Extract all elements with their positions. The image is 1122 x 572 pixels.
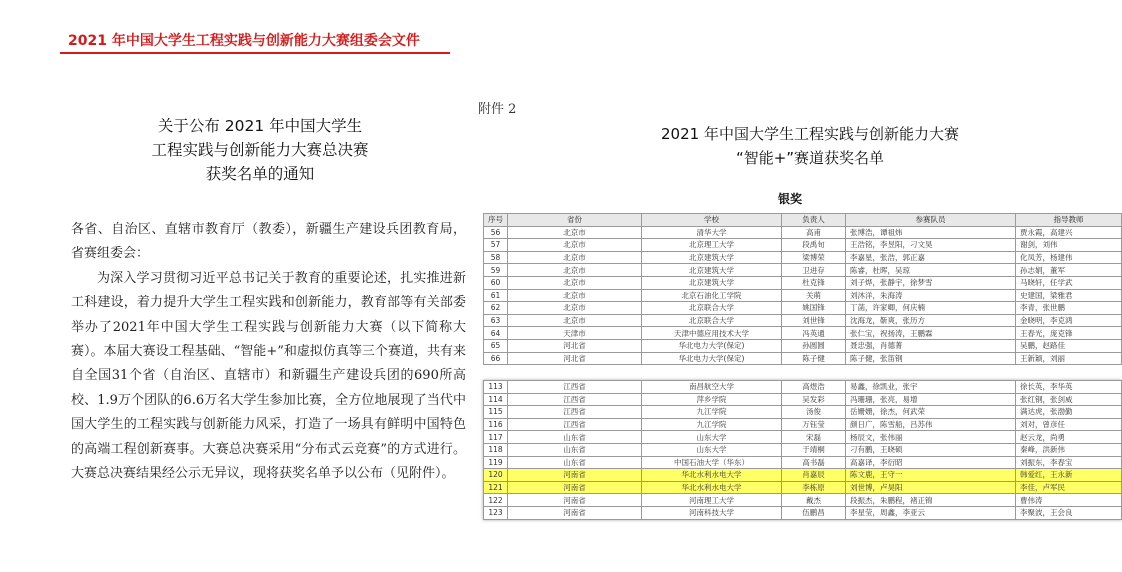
cell-school: 华北电力大学(保定) <box>642 352 782 365</box>
cell-index: 115 <box>484 406 508 419</box>
cell-advisors: 韩爱红，王永新 <box>1016 469 1122 482</box>
cell-province: 江西省 <box>508 418 642 431</box>
table-row <box>484 327 1122 340</box>
table-header-row <box>484 214 1122 227</box>
award-list-title-line-2: “智能+”赛道获奖名单 <box>735 149 885 167</box>
cell-index: 65 <box>484 339 508 352</box>
cell-school: 南昌航空大学 <box>642 381 782 394</box>
cell-leader: 高甫 <box>782 226 846 239</box>
cell-leader: 姚国锋 <box>782 302 846 315</box>
cell-province: 北京市 <box>508 239 642 252</box>
table-row <box>484 469 1122 482</box>
cell-members: 颜日广，陈雪船，吕苏伟 <box>846 418 1016 431</box>
cell-index: 62 <box>484 302 508 315</box>
award-list-title-line-1: 2021 年中国大学生工程实践与创新能力大赛 <box>661 125 959 143</box>
table-row <box>484 226 1122 239</box>
cell-index: 64 <box>484 327 508 340</box>
table-row <box>484 251 1122 264</box>
cell-index: 114 <box>484 393 508 406</box>
cell-advisors: 吴鹏，赵路佳 <box>1016 339 1122 352</box>
notice-body <box>71 218 466 486</box>
table-row <box>484 239 1122 252</box>
table-row <box>484 314 1122 327</box>
cell-province: 河北省 <box>508 352 642 365</box>
column-header-members: 参赛队员 <box>846 214 1016 227</box>
table-row <box>484 264 1122 277</box>
cell-index: 63 <box>484 314 508 327</box>
cell-province: 北京市 <box>508 314 642 327</box>
table-row <box>484 381 1122 394</box>
cell-members: 沈海龙，靳爽，张历方 <box>846 314 1016 327</box>
cell-school: 萍乡学院 <box>642 393 782 406</box>
cell-province: 北京市 <box>508 302 642 315</box>
cell-province: 河南省 <box>508 469 642 482</box>
attachment-label: 附件 2 <box>478 102 517 117</box>
cell-index: 120 <box>484 469 508 482</box>
cell-advisors: 金晓明，李克鸿 <box>1016 314 1122 327</box>
notice-title-line-2: 工程实践与创新能力大赛总决赛 <box>151 141 369 159</box>
cell-province: 北京市 <box>508 226 642 239</box>
cell-province: 北京市 <box>508 276 642 289</box>
cell-members: 易鑫，徐凯业，张宇 <box>846 381 1016 394</box>
cell-advisors: 王新颖，刘丽 <box>1016 352 1122 365</box>
cell-index: 118 <box>484 443 508 456</box>
cell-school: 山东大学 <box>642 431 782 444</box>
cell-province: 山东省 <box>508 456 642 469</box>
award-level-heading: 银奖 <box>777 192 802 206</box>
cell-members: 刁有鹏，王晓硕 <box>846 443 1016 456</box>
cell-leader: 陈子健 <box>782 352 846 365</box>
column-header-leader: 负责人 <box>782 214 846 227</box>
cell-province: 江西省 <box>508 406 642 419</box>
cell-school: 河南理工大学 <box>642 494 782 507</box>
cell-advisors: 刘对，曾彦任 <box>1016 418 1122 431</box>
cell-index: 61 <box>484 289 508 302</box>
table-row <box>484 393 1122 406</box>
cell-members: 丁菡，许家卿，何庆楠 <box>846 302 1016 315</box>
cell-school: 河南科技大学 <box>642 506 782 519</box>
cell-leader: 高书磊 <box>782 456 846 469</box>
cell-advisors: 化凤芳，杨建伟 <box>1016 251 1122 264</box>
cell-advisors: 贾永霞，高建兴 <box>1016 226 1122 239</box>
cell-advisors: 史建国，梁雅君 <box>1016 289 1122 302</box>
cell-leader: 梁博荣 <box>782 251 846 264</box>
table-row <box>484 506 1122 519</box>
cell-index: 123 <box>484 506 508 519</box>
cell-leader: 关萌 <box>782 289 846 302</box>
cell-index: 122 <box>484 494 508 507</box>
cell-school: 北京建筑大学 <box>642 251 782 264</box>
cell-advisors: 徐长英，李华英 <box>1016 381 1122 394</box>
cell-index: 56 <box>484 226 508 239</box>
cell-leader: 杜克锋 <box>782 276 846 289</box>
cell-members: 杨辰文，张伟丽 <box>846 431 1016 444</box>
column-header-school: 学校 <box>642 214 782 227</box>
table-row <box>484 418 1122 431</box>
table-row <box>484 406 1122 419</box>
cell-province: 山东省 <box>508 431 642 444</box>
cell-index: 57 <box>484 239 508 252</box>
cell-members: 张博浩，谭祖炜 <box>846 226 1016 239</box>
table-row <box>484 302 1122 315</box>
cell-school: 华北水利水电大学 <box>642 481 782 494</box>
header-underline <box>60 52 450 54</box>
cell-province: 河南省 <box>508 494 642 507</box>
cell-school: 清华大学 <box>642 226 782 239</box>
cell-school: 中国石油大学（华东） <box>642 456 782 469</box>
cell-leader: 宋磊 <box>782 431 846 444</box>
award-list-title <box>600 122 1020 170</box>
cell-advisors: 李聚波，王会良 <box>1016 506 1122 519</box>
table-row <box>484 481 1122 494</box>
cell-index: 116 <box>484 418 508 431</box>
cell-advisors: 张红钢，张剑威 <box>1016 393 1122 406</box>
cell-advisors: 王春光，庞克锋 <box>1016 327 1122 340</box>
cell-province: 山东省 <box>508 443 642 456</box>
cell-members: 李星莹，周鑫，李亚云 <box>846 506 1016 519</box>
cell-school: 九江学院 <box>642 406 782 419</box>
cell-members: 段振杰，朱鹏程，褚正锦 <box>846 494 1016 507</box>
cell-province: 天津市 <box>508 327 642 340</box>
table-row <box>484 276 1122 289</box>
cell-school: 华北电力大学(保定) <box>642 339 782 352</box>
cell-members: 岳姗姗，徐杰，何武荣 <box>846 406 1016 419</box>
cell-leader: 肖嘉辰 <box>782 469 846 482</box>
cell-members: 陈子健，张笛钢 <box>846 352 1016 365</box>
cell-province: 北京市 <box>508 264 642 277</box>
cell-advisors: 李青，张世鹏 <box>1016 302 1122 315</box>
cell-school: 九江学院 <box>642 418 782 431</box>
cell-members: 冯珊珊，张亮，易增 <box>846 393 1016 406</box>
cell-province: 河北省 <box>508 339 642 352</box>
cell-school: 北京理工大学 <box>642 239 782 252</box>
cell-index: 117 <box>484 431 508 444</box>
cell-index: 113 <box>484 381 508 394</box>
cell-index: 121 <box>484 481 508 494</box>
document-header-title: 2021 年中国大学生工程实践与创新能力大赛组委会文件 <box>68 33 420 49</box>
cell-index: 119 <box>484 456 508 469</box>
cell-school: 华北水利水电大学 <box>642 469 782 482</box>
cell-members: 王浩铭，李昱阳，刁文昊 <box>846 239 1016 252</box>
cell-members: 刘子烨，张静宇，徐梦雪 <box>846 276 1016 289</box>
cell-leader: 于靖桐 <box>782 443 846 456</box>
cell-members: 高嘉译，李衍昭 <box>846 456 1016 469</box>
table-row <box>484 352 1122 365</box>
cell-advisors: 刘振东，李春宝 <box>1016 456 1122 469</box>
notice-title-line-1: 关于公布 2021 年中国大学生 <box>157 117 363 135</box>
cell-leader: 卫进存 <box>782 264 846 277</box>
cell-advisors: 赵云龙，尚勇 <box>1016 431 1122 444</box>
cell-leader: 万钰莹 <box>782 418 846 431</box>
cell-province: 江西省 <box>508 381 642 394</box>
cell-school: 北京联合大学 <box>642 302 782 315</box>
cell-index: 59 <box>484 264 508 277</box>
cell-members: 李嘉星，张浩，郭正嘉 <box>846 251 1016 264</box>
cell-index: 58 <box>484 251 508 264</box>
cell-leader: 戴杰 <box>782 494 846 507</box>
column-header-advisors: 指导教师 <box>1016 214 1122 227</box>
cell-members: 张仁宝，祝扬涛，王鹏霖 <box>846 327 1016 340</box>
cell-school: 北京石油化工学院 <box>642 289 782 302</box>
cell-school: 山东大学 <box>642 443 782 456</box>
table-row <box>484 431 1122 444</box>
notice-paragraph: 为深入学习贯彻习近平总书记关于教育的重要论述，扎实推进新工科建设，着力提升大学生工程实践和创新能力，教育部等有关部委举办了2021年中国大学生工程实践与创新能力大赛（以下简称大赛）。本届大赛设工程基础、“智能+”和虚拟仿真等三个赛道，共有来自全国31个省（自治区、直辖市）和新疆生产建设兵团的690所高校、1.9万个团队的6.6万名大学生参加比赛，全方位地展现了当代中国大学生的工程实践与创新能力风采，打造了一场具有鲜明中国特色的高端工程创新赛事。大赛总决赛采用“分布式云竞赛”的方式进行。大赛总决赛结果经公示无异议，现将获奖名单予以公布（见附件）。 <box>71 270 466 482</box>
cell-leader: 汤俊 <box>782 406 846 419</box>
cell-leader: 段禹旬 <box>782 239 846 252</box>
cell-school: 天津中德应用技术大学 <box>642 327 782 340</box>
cell-school: 北京建筑大学 <box>642 276 782 289</box>
cell-members: 刘世博，卢昊阳 <box>846 481 1016 494</box>
cell-province: 河南省 <box>508 481 642 494</box>
cell-advisors: 满达虎，张渤勤 <box>1016 406 1122 419</box>
column-header-index: 序号 <box>484 214 508 227</box>
cell-province: 河南省 <box>508 506 642 519</box>
cell-school: 北京联合大学 <box>642 314 782 327</box>
table-row <box>484 494 1122 507</box>
cell-advisors: 马晓轩，任学武 <box>1016 276 1122 289</box>
table-row <box>484 443 1122 456</box>
table-row <box>484 456 1122 469</box>
cell-advisors: 曹伟涛 <box>1016 494 1122 507</box>
notice-title <box>110 114 410 186</box>
cell-leader: 刘世锋 <box>782 314 846 327</box>
award-table-top <box>483 213 1122 365</box>
cell-members: 陈睿，杜晖，吴琼 <box>846 264 1016 277</box>
cell-province: 北京市 <box>508 289 642 302</box>
cell-province: 江西省 <box>508 393 642 406</box>
column-header-province: 省份 <box>508 214 642 227</box>
table-row <box>484 289 1122 302</box>
notice-title-line-3: 获奖名单的通知 <box>205 165 315 183</box>
award-table-bottom <box>483 380 1122 520</box>
cell-advisors: 李佳，卢军民 <box>1016 481 1122 494</box>
cell-index: 60 <box>484 276 508 289</box>
cell-advisors: 秦峰，洪新伟 <box>1016 443 1122 456</box>
cell-leader: 伍鹏昌 <box>782 506 846 519</box>
cell-school: 北京建筑大学 <box>642 264 782 277</box>
cell-leader: 冯英通 <box>782 327 846 340</box>
cell-index: 66 <box>484 352 508 365</box>
cell-advisors: 谢剑，刘伟 <box>1016 239 1122 252</box>
cell-members: 陈文鹿，王守一 <box>846 469 1016 482</box>
cell-leader: 孙圆圆 <box>782 339 846 352</box>
notice-salutation: 各省、自治区、直辖市教育厅（教委），新疆生产建设兵团教育局，省赛组委会： <box>71 222 466 262</box>
cell-advisors: 孙志娟，董军 <box>1016 264 1122 277</box>
cell-province: 北京市 <box>508 251 642 264</box>
cell-leader: 高煜浩 <box>782 381 846 394</box>
cell-leader: 吴发彩 <box>782 393 846 406</box>
cell-leader: 李栋原 <box>782 481 846 494</box>
table-row <box>484 339 1122 352</box>
cell-members: 刘沐洋，朱海涛 <box>846 289 1016 302</box>
cell-members: 聂忠强，肖德菁 <box>846 339 1016 352</box>
